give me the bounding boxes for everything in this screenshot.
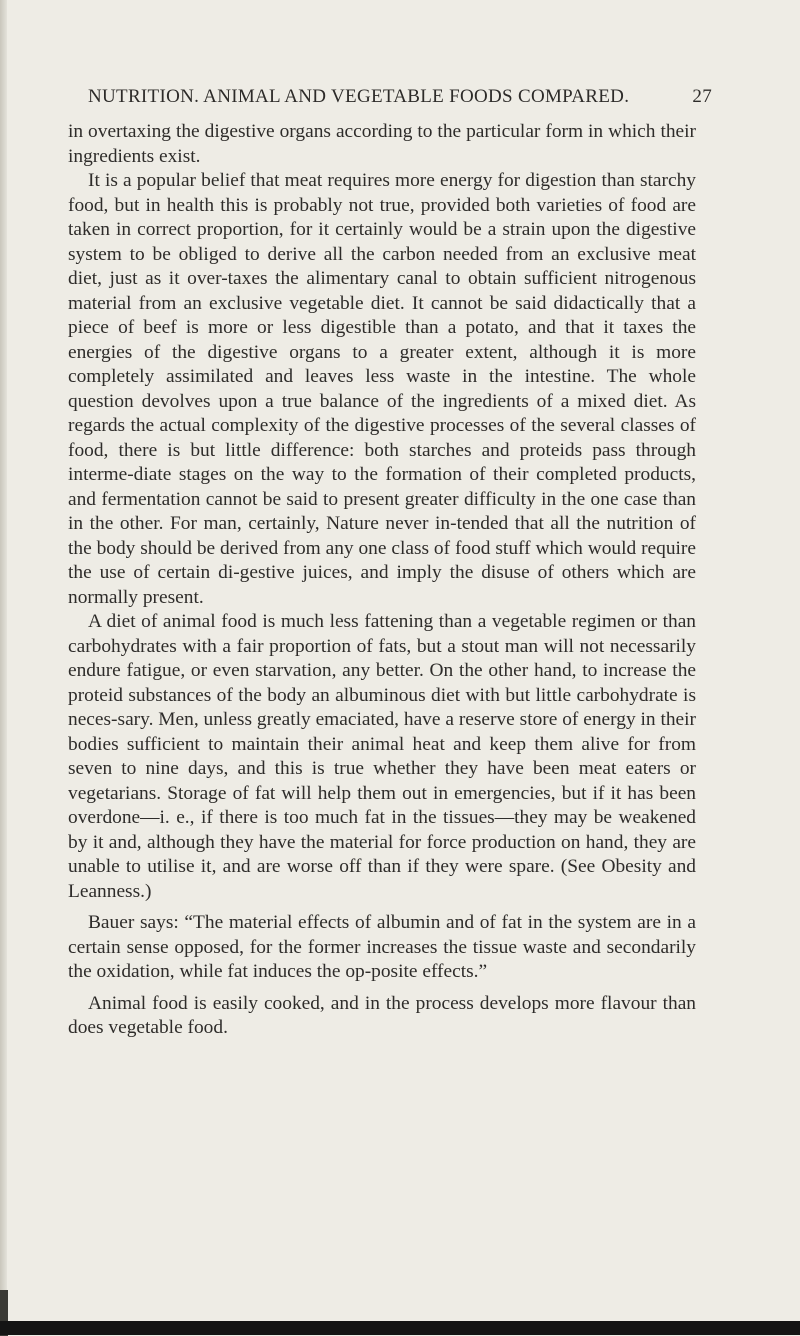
paragraph-animal-diet: A diet of animal food is much less fattening than a vegetable regimen or than carbohydrates with a fair proportion of fats, but a stout man will not necessarily endure fatigue, or even starvation, any better. On the other hand, to increase the proteid substances of the body an albuminous diet with but little carbohydrate is neces-sary. Men, unless greatly emaciated, have a reserve store of energy in their bodies sufficient to maintain their animal heat and keep them alive for from seven to nine days, and this is true whether they have been meat eaters or vegetarians. Storage of fat will help them out in emergencies, but if it has been overdone—i. e., if there is too much fat in the tissues—they may be weakened by it and, although they have the material for force production on hand, they are unable to utilise it, and are worse off than if they were spare. (See Obesity and Leanness.) <box>68 611 696 902</box>
paragraph-meat-energy: It is a popular belief that meat requires more energy for digestion than starchy food, but in health this is probably not true, provided both varieties of food are taken in correct proportion, for it certainly would be a strain upon the digestive system to be obliged to derive all the carbon needed from an exclusive meat diet, just as it over-taxes the alimentary canal to obtain sufficient nitrogenous material from an exclusive vegetable diet. It cannot be said didactically that a piece of beef is more or less digestible than a potato, and that it taxes the energies of the digestive organs to a greater extent, although it is more completely assimilated and leaves less waste in the intestine. The whole question devolves upon a true balance of the ingredients of a mixed diet. As regards the actual complexity of the digestive processes of the several classes of food, there is but little difference: both starches and proteids pass through interme-diate stages on the way to the formation of their completed products, and fermentation cannot be said to present greater difficulty in the one case than in the other. For man, certainly, Nature never in-tended that all the nutrition of the body should be derived from any one class of food stuff which would require the use of certain di-gestive juices, and imply the disuse of others which are normally present. <box>68 170 696 608</box>
page-spine-shadow <box>0 0 7 1336</box>
paragraph-continuation: in overtaxing the digestive organs according to the particular form in which their ingredients exist. <box>68 121 696 167</box>
page-number: 27 <box>692 86 712 107</box>
paragraph-bauer-quote: Bauer says: “The material effects of albumin and of fat in the system are in a certain sense opposed, for the former increases the tissue waste and secondarily the oxidation, while fat induces the op-posite effects.” <box>68 912 696 982</box>
bottom-edge-rule <box>0 1321 800 1335</box>
paragraph-flavour: Animal food is easily cooked, and in the process develops more flavour than does vegetable food. <box>68 992 696 1038</box>
running-header <box>88 86 712 108</box>
page-body <box>68 120 696 1041</box>
running-header-title: NUTRITION. ANIMAL AND VEGETABLE FOODS COMPARED. <box>88 86 630 107</box>
